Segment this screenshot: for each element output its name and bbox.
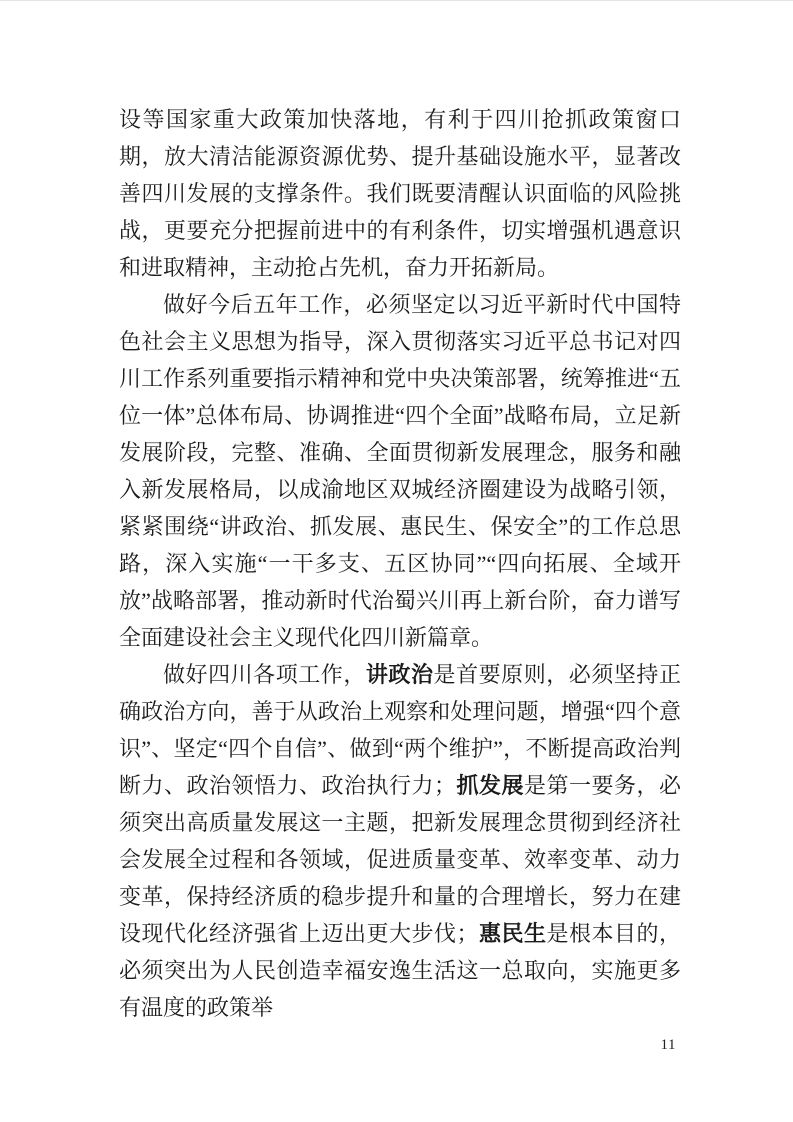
text-run: 做好今后五年工作，必须坚定以习近平新时代中国特色社会主义思想为指导，深入贯彻落实习近平总书记对四川工作系列重要指示精神和党中央决策部署，统筹推进“五位一体”总体布局、协调推进“四个全面”战略布局，立足新发展阶段，完整、准确、全面贯彻新发展理念，服务和融入新发展格局，以成渝地区双城经济圈建设为战略引领，紧紧围绕“讲政治、抓发展、惠民生、保安全”的工作总思路，深入实施“一干多支、五区协同”“四向拓展、全域开放”战略部署，推动新时代治蜀兴川再上新台阶，奋力谱写全面建设社会主义现代化四川新篇章。 [119,292,681,650]
text-run: 是第一要务，必须突出高质量发展这一主题，把新发展理念贯彻到经济社会发展全过程和各领域，促进质量变革、效率变革、动力变革，保持经济质的稳步提升和量的合理增长，努力在建设现代化经济强省上迈出更大步伐； [119,773,681,946]
text-run: 做好四川各项工作， [163,662,366,687]
paragraph [119,101,681,286]
bold-keyword: 抓发展 [455,773,524,798]
text-run: 是首要原则，必须坚持正确政治方向，善于从政治上观察和处理问题，增强“四个意识”、坚定“四个自信”、做到“两个维护”，不断提高政治判断力、政治领悟力、政治执行力； [119,662,681,798]
body-text [119,101,681,1026]
bold-keyword: 惠民生 [478,921,547,946]
page-number: 11 [660,1037,676,1053]
text-run: 设等国家重大政策加快落地，有利于四川抢抓政策窗口期，放大清洁能源资源优势、提升基础设施水平，显著改善四川发展的支撑条件。我们既要清醒认识面临的风险挑战，更要充分把握前进中的有利条件，切实增强机遇意识和进取精神，主动抢占先机，奋力开拓新局。 [119,107,681,280]
text-run: 是根本目的，必须突出为人民创造幸福安逸生活这一总取向，实施更多有温度的政策举 [119,921,681,1020]
bold-keyword: 讲政治 [365,662,434,687]
paragraph [119,656,681,1026]
paragraph [119,286,681,656]
